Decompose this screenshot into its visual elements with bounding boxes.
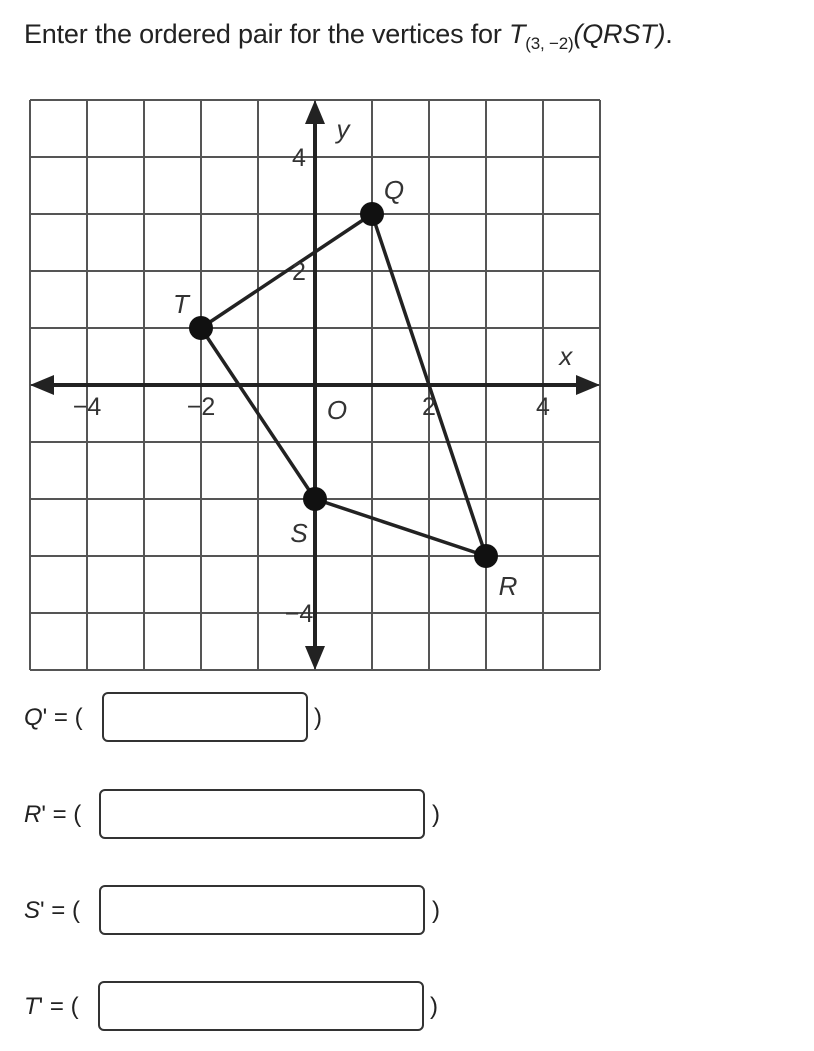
answer-label-s: S' = (	[24, 897, 80, 924]
vertex-label-s: S	[290, 518, 308, 548]
answer-label-r: R' = (	[24, 801, 82, 828]
y-tick-label: 2	[292, 258, 306, 286]
x-tick-label: −4	[72, 393, 102, 421]
y-tick-label: −4	[284, 600, 314, 628]
polygon-name: (QRST)	[573, 19, 666, 49]
y-tick-label: 4	[292, 144, 306, 172]
transform-subscript: (3, −2)	[525, 34, 574, 53]
vertex-label-q: Q	[383, 175, 405, 205]
vertex-point-r	[474, 544, 498, 568]
y-axis-label: y	[336, 114, 350, 144]
r-prime-input[interactable]	[99, 789, 425, 839]
question-suffix: .	[665, 19, 673, 49]
q-prime-input[interactable]	[102, 692, 308, 742]
vertex-point-s	[303, 487, 327, 511]
x-axis-arrow-left	[30, 375, 54, 395]
close-paren-q: )	[314, 704, 322, 731]
answer-label-q: Q' = (	[24, 704, 83, 731]
origin-label: O	[326, 395, 348, 425]
vertex-point-t	[189, 316, 213, 340]
transform-symbol: T	[508, 19, 526, 49]
graph-labels	[73, 114, 574, 628]
close-paren-s: )	[432, 897, 440, 924]
close-paren-t: )	[430, 993, 438, 1020]
t-prime-input[interactable]	[98, 981, 424, 1031]
x-tick-label: 2	[422, 393, 436, 421]
x-axis-label: x	[559, 341, 573, 371]
vertex-label-t: T	[173, 289, 189, 319]
question-prefix: Enter the ordered pair for the vertices for	[24, 19, 509, 49]
x-axis-arrow-right	[576, 375, 600, 395]
s-prime-input[interactable]	[99, 885, 425, 935]
answer-label-t: T' = (	[24, 993, 79, 1020]
y-axis-arrow-down	[305, 646, 325, 670]
vertex-label-r: R	[498, 571, 518, 601]
vertex-point-q	[360, 202, 384, 226]
x-tick-label: −2	[186, 393, 216, 421]
y-axis-arrow-up	[305, 100, 325, 124]
close-paren-r: )	[432, 801, 440, 828]
x-tick-label: 4	[536, 393, 550, 421]
